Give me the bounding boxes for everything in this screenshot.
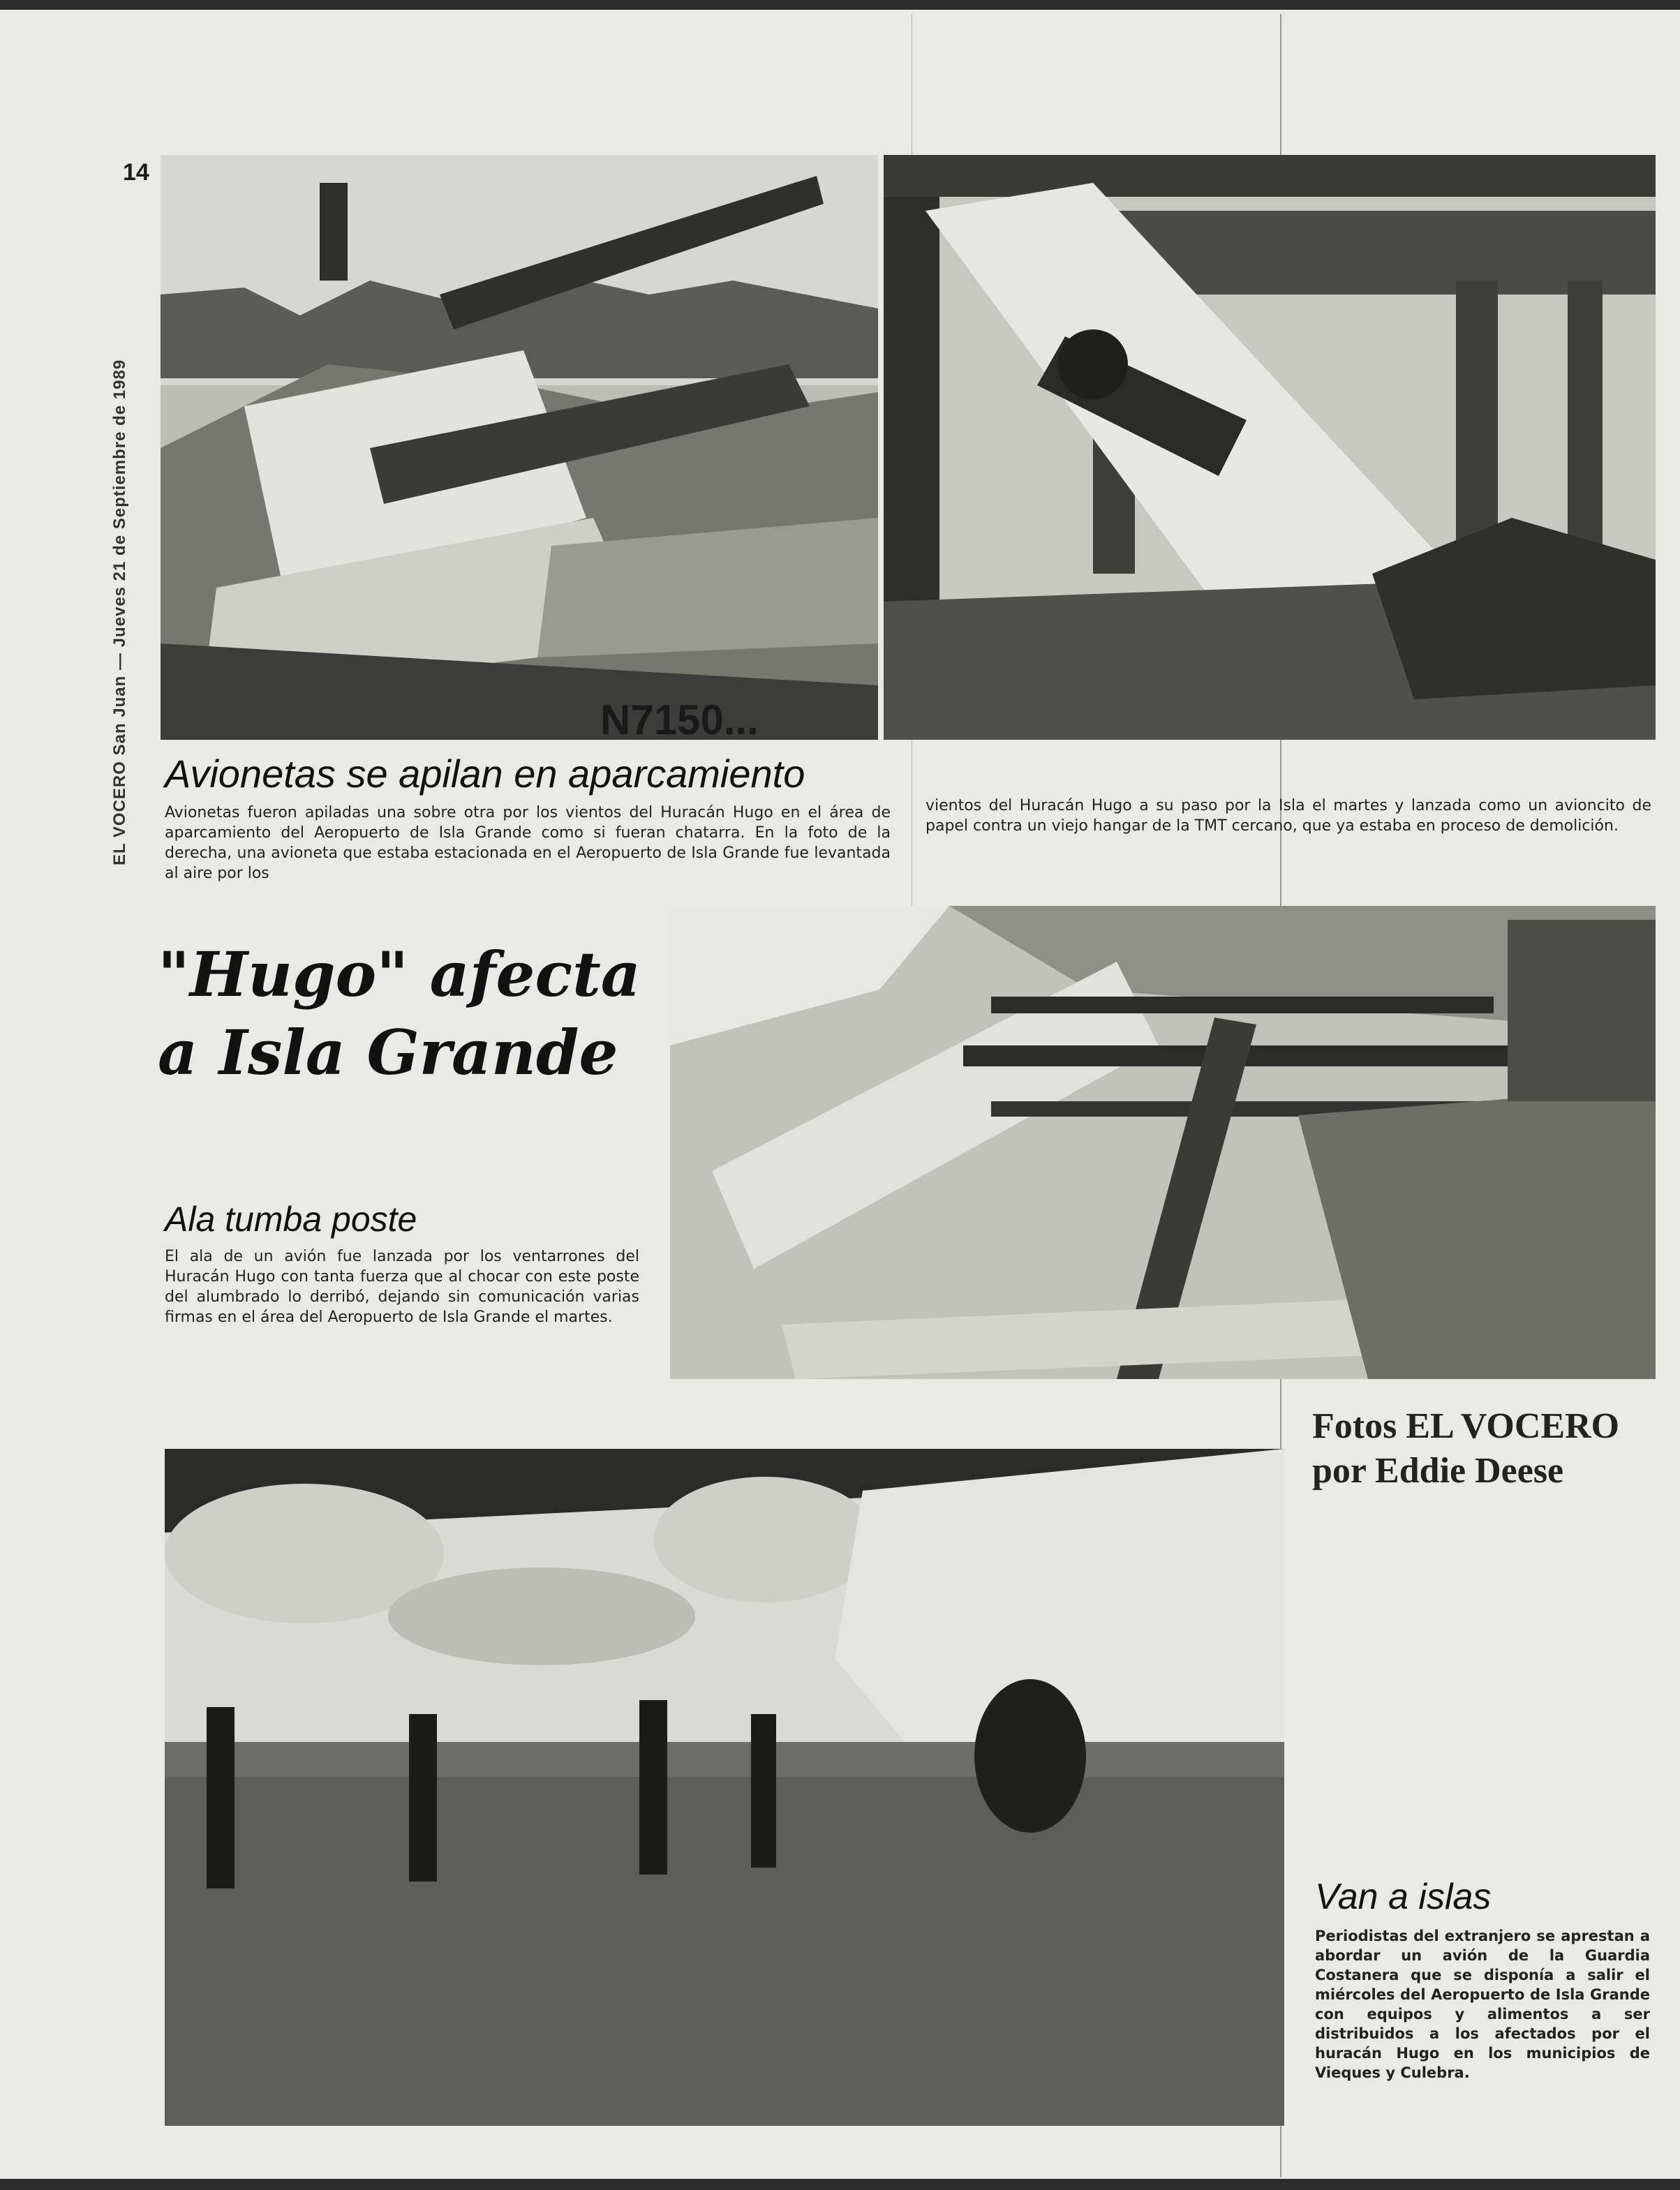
tail-number: N7150...	[600, 697, 759, 740]
photo-credit-line1: Fotos EL VOCERO	[1312, 1406, 1620, 1446]
main-headline-line1: "Hugo" afecta	[158, 938, 641, 1011]
page-number: 14	[123, 159, 149, 186]
scan-top-border	[0, 0, 1680, 10]
story2-caption: El ala de un avión fue lanzada por los ventarrones del Huracán Hugo con tanta fuerza que al chocar con este poste del alumbrado lo derribó, dejando sin comunicación varias firmas en el área del Aeropuerto de Isla Grande el martes.	[165, 1248, 639, 1326]
story3-headline: Van a islas	[1315, 1877, 1492, 1917]
story1-headline: Avionetas se apilan en aparcamiento	[165, 752, 805, 796]
photo-credit	[1312, 1404, 1647, 1493]
photo-wing-pole	[670, 906, 1656, 1379]
photo-plane-against-hangar	[884, 155, 1656, 740]
main-headline	[158, 935, 674, 1092]
scan-bottom-border	[0, 2179, 1680, 2190]
photo-coast-guard-plane	[165, 1449, 1284, 2126]
story1-caption-right: vientos del Huracán Hugo a su paso por la Isla el martes y lanzada como un avioncito de papel contra un viejo hangar de la TMT cercano, que ya estaba en proceso de demolición.	[926, 797, 1651, 835]
main-headline-line2: a Isla Grande	[158, 1016, 618, 1089]
story3-caption: Periodistas del extranjero se aprestan a abordar un avión de la Guardia Costanera que se disponía a salir el miércoles del Aeropuerto de Isla Grande con equipos y alimentos a ser distribuidos a los afectados por el huracán Hugo en los municipios de Vieques y Culebra.	[1315, 1928, 1650, 2081]
side-dateline: EL VOCERO San Juan — Jueves 21 de Septiembre de 1989	[110, 359, 129, 865]
story1-caption-left: Avionetas fueron apiladas una sobre otra por los vientos del Huracán Hugo en el área de aparcamiento del Aeropuerto de Isla Grande como si fueran chatarra. En la foto de la derecha, una avioneta que estaba estacionada en el Aeropuerto de Isla Grande fue levantada al aire por los	[165, 804, 891, 882]
photo-stacked-planes	[161, 155, 878, 740]
story2-headline: Ala tumba poste	[165, 1200, 417, 1239]
photo-credit-line2: por Eddie Deese	[1312, 1451, 1564, 1491]
